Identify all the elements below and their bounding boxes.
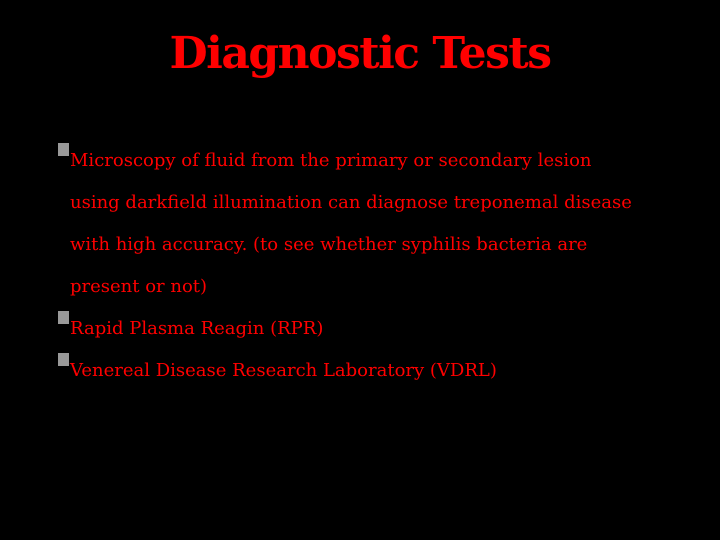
square-bullet-icon <box>58 143 69 156</box>
bullet-text <box>70 308 676 350</box>
bullet-line: Venereal Disease Research Laboratory (VDRL) <box>70 360 497 381</box>
bullet-item-vdrl <box>56 350 676 392</box>
bullet-item-microscopy <box>56 140 676 308</box>
bullet-item-rpr <box>56 308 676 350</box>
bullet-line: with high accuracy. (to see whether syphilis bacteria are <box>70 234 588 255</box>
bullet-line: Rapid Plasma Reagin (RPR) <box>70 318 324 339</box>
bullet-line: present or not) <box>70 276 208 297</box>
square-bullet-icon <box>58 311 69 324</box>
bullet-list <box>56 140 676 392</box>
bullet-line: Microscopy of fluid from the primary or secondary lesion <box>70 150 592 171</box>
bullet-line: using darkfield illumination can diagnose treponemal disease <box>70 192 632 213</box>
bullet-text <box>70 140 676 308</box>
square-bullet-icon <box>58 353 69 366</box>
slide-title: Diagnostic Tests <box>169 28 551 79</box>
bullet-text <box>70 350 676 392</box>
